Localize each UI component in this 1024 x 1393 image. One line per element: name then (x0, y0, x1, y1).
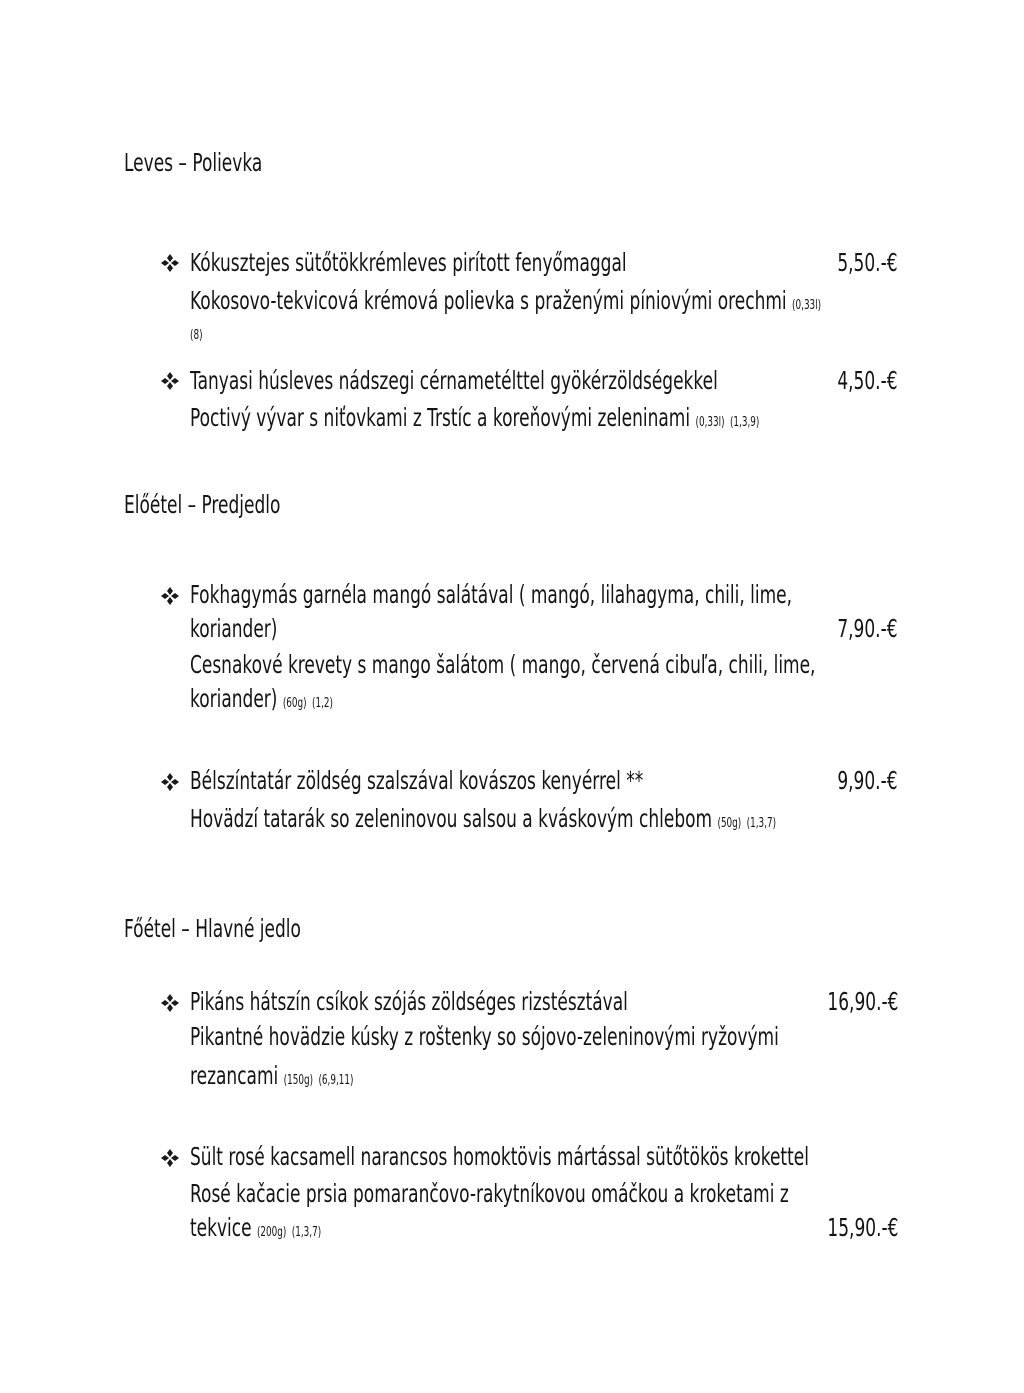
item-name-sk-cont: rezancami (150g) (6,9,11) (190, 1061, 354, 1090)
item-portion: (0,33l) (695, 415, 725, 430)
item-name-sk: Rosé kačacie prsia pomarančovo-rakytníkovou omáčkou a kroketami z (190, 1179, 789, 1208)
item-price: 15,90.-€ (826, 1213, 898, 1242)
item-name-hu: Tanyasi húsleves nádszegi cérnametélttel gyökérzöldségekkel (190, 366, 718, 395)
item-name-hu: Kókusztejes sütőtökkrémleves pirított fenyőmaggal (190, 248, 627, 277)
item-name-hu-cont: koriander) (190, 614, 278, 643)
item-portion: (0,33l) (792, 298, 822, 313)
item-price: 7,90.-€ (837, 614, 898, 643)
diamond-bullet-icon (160, 772, 180, 792)
item-price: 5,50.-€ (837, 248, 898, 277)
diamond-bullet-icon (160, 1148, 180, 1168)
item-portion: (50g) (717, 816, 742, 831)
item-allergens: (1,2) (311, 696, 333, 711)
section-title-starter: Előétel – Predjedlo (124, 490, 281, 519)
item-portion: (150g) (283, 1073, 314, 1088)
diamond-bullet-icon (160, 371, 180, 391)
item-price: 16,90.-€ (826, 987, 898, 1016)
item-name-hu: Pikáns hátszín csíkok szójás zöldséges rizstésztával (190, 987, 628, 1016)
item-name-sk: Pikantné hovädzie kúsky z roštenky so sójovo-zeleninovými ryžovými (190, 1022, 779, 1051)
item-price: 9,90.-€ (837, 766, 898, 795)
item-name-sk-cont: tekvice (200g) (1,3,7) (190, 1213, 322, 1242)
diamond-bullet-icon (160, 993, 180, 1013)
item-allergens: (1,3,7) (291, 1225, 322, 1240)
item-allergens: (1,3,7) (746, 816, 777, 831)
diamond-bullet-icon (160, 586, 180, 606)
item-name-hu: Bélszíntatár zöldség szalszával kovászos kenyérrel ** (190, 766, 644, 795)
item-name-sk: Hovädzí tatarák so zeleninovou salsou a kváskovým chlebom (50g) (1,3,7) (190, 804, 777, 833)
diamond-bullet-icon (160, 253, 180, 273)
item-name-sk: Poctivý vývar s niťovkami z Trstíc a koreňovými zeleninami (0,33l) (1,3,9) (190, 403, 760, 432)
item-portion: (60g) (282, 696, 307, 711)
item-allergens: (6,9,11) (318, 1073, 354, 1088)
item-price: 4,50.-€ (837, 366, 898, 395)
item-name-hu: Fokhagymás garnéla mangó salátával ( mangó, lilahagyma, chili, lime, (190, 580, 793, 609)
section-title-soup: Leves – Polievka (124, 148, 263, 177)
item-name-sk: Kokosovo-tekvicová krémová polievka s praženými píniovými orechmi (0,33l) (190, 286, 822, 315)
item-name-sk-cont: koriander) (60g) (1,2) (190, 684, 333, 713)
item-allergens: (8) (190, 328, 203, 343)
item-name-sk: Cesnakové krevety s mango šalátom ( mango, červená cibuľa, chili, lime, (190, 650, 816, 679)
item-name-hu: Sült rosé kacsamell narancsos homoktövis mártással sütőtökös krokettel (190, 1142, 809, 1171)
item-allergens: (1,3,9) (729, 415, 760, 430)
section-title-main: Főétel – Hlavné jedlo (124, 914, 301, 943)
item-portion: (200g) (256, 1225, 287, 1240)
